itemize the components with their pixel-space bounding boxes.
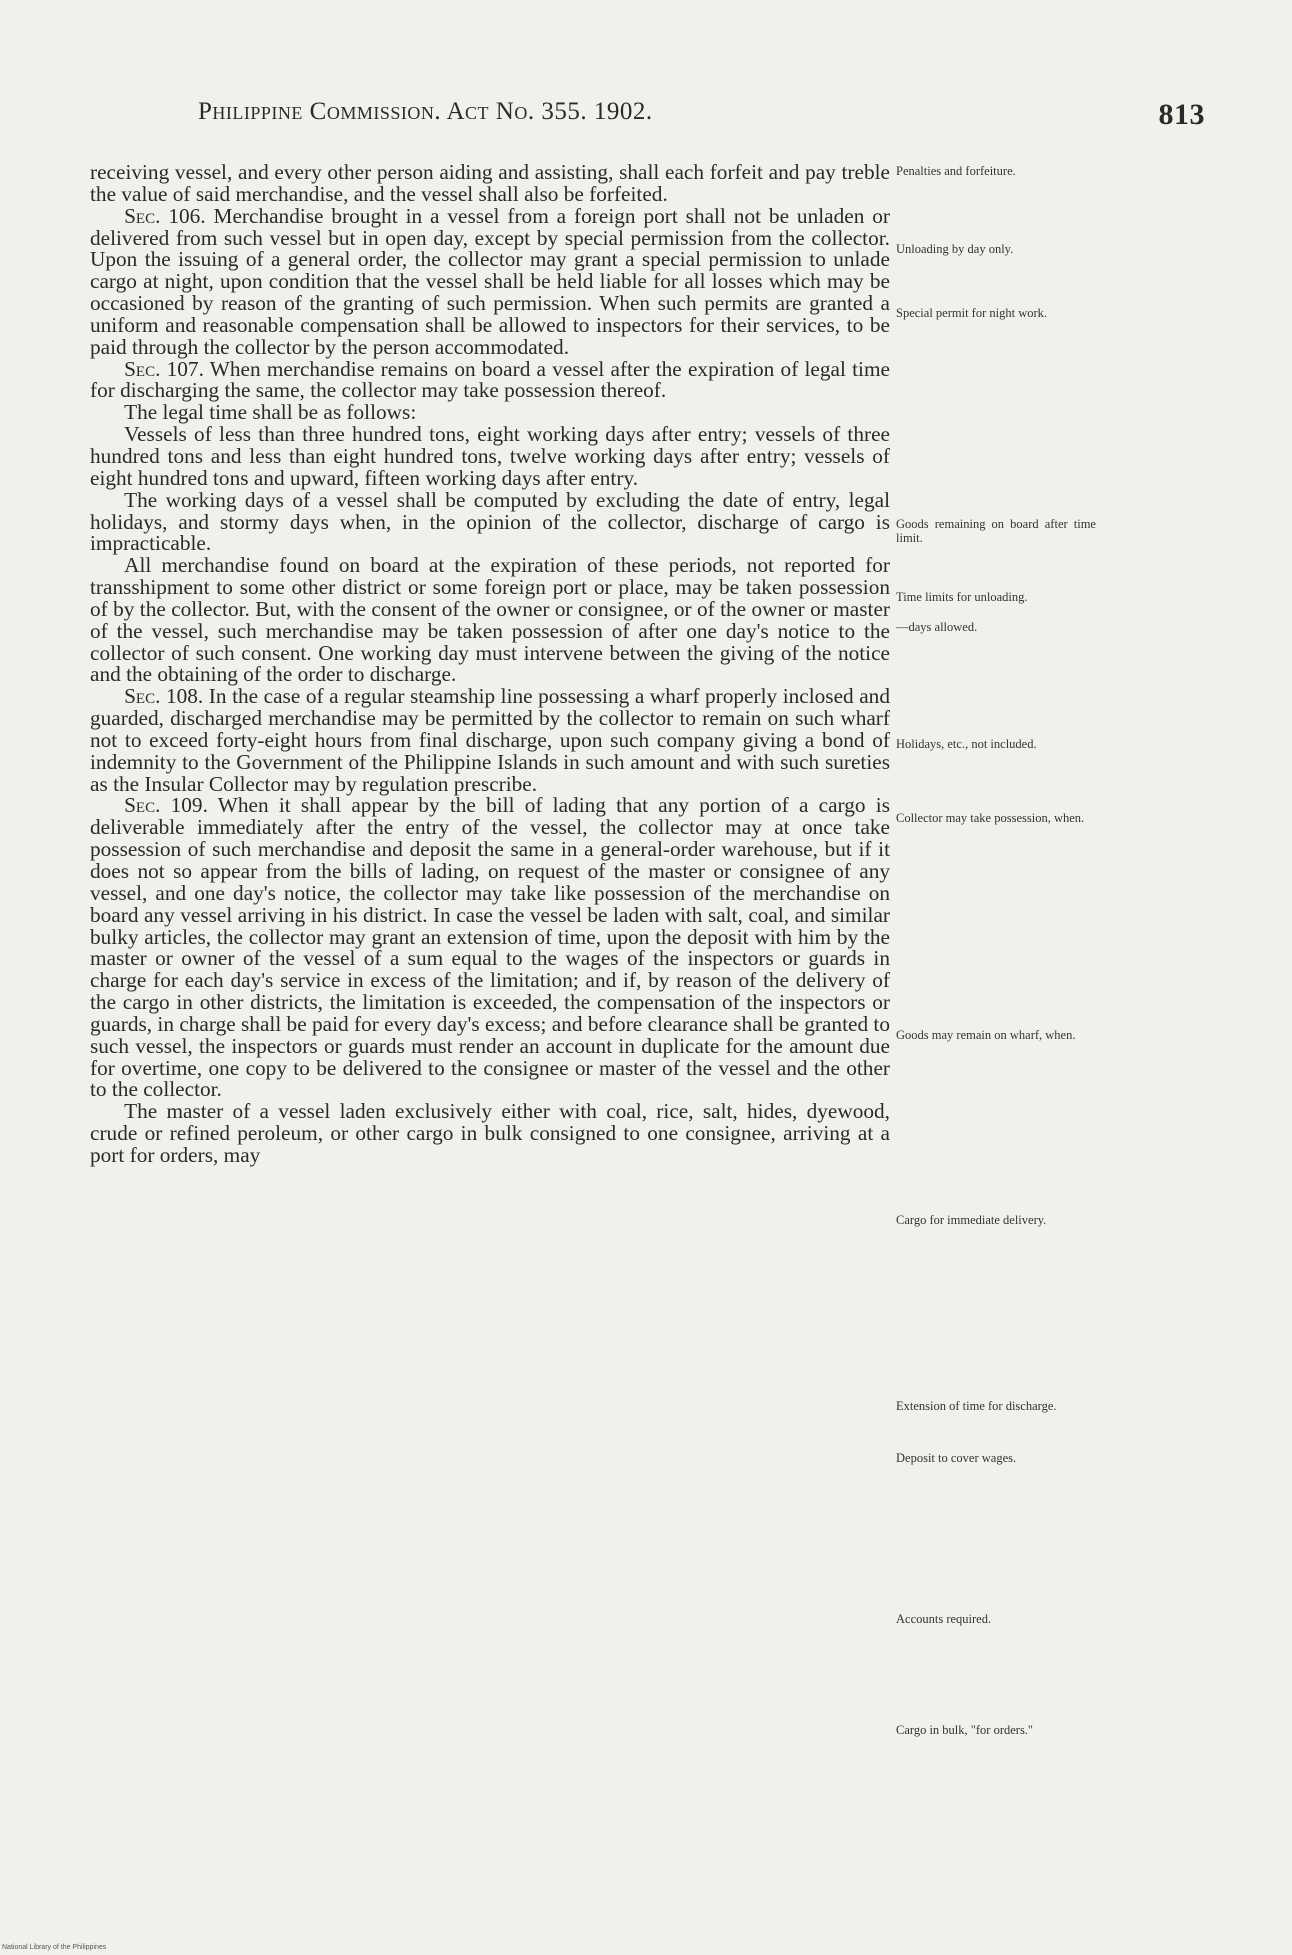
margin-note: Penalties and forfeiture.: [896, 164, 1016, 178]
margin-note: Collector may take possession, when.: [896, 811, 1085, 825]
margin-note: Time limits for unloading.: [896, 590, 1028, 604]
margin-note: Goods may remain on wharf, when.: [896, 1028, 1076, 1042]
margin-note: Cargo for immediate delivery.: [896, 1213, 1047, 1227]
margin-note: Cargo in bulk, "for orders.": [896, 1723, 1034, 1737]
paragraph: receiving vessel, and every other person aiding and assisting, shall each forfeit and pay treble the value of said merchandise, and the vessel shall also be forfeited.: [90, 160, 890, 206]
section-label: Sec. 107.: [124, 356, 204, 381]
margin-note: Accounts required.: [896, 1612, 992, 1626]
margin-note: —days allowed.: [896, 620, 978, 634]
paragraph: The legal time shall be as follows:: [124, 400, 417, 425]
section-label: Sec. 108.: [124, 684, 204, 709]
body-text: [90, 162, 890, 1167]
section-label: Sec. 106.: [124, 203, 206, 228]
margin-note: Special permit for night work.: [896, 306, 1048, 320]
paragraph: Vessels of less than three hundred tons, eight working days after entry; vessels of three hundred tons and less than eight hundred tons, twelve working days after entry; vessels of eight hundred tons and upward, fifteen working days after entry.: [90, 422, 890, 490]
section-108: Sec. 108. In the case of a regular steamship line possessing a wharf properly inclosed and guarded, discharged merchandise may be permitted by the collector to remain on such wharf not to exceed forty-eight hours from final discharge, upon such company giving a bond of indemnity to the Government of the Philippine Islands in such amount and with such sureties as the Insular Collector may by regulation prescribe.: [90, 684, 890, 796]
margin-note: Unloading by day only.: [896, 242, 1014, 256]
section-107: Sec. 107. When merchandise remains on board a vessel after the expiration of legal time for discharging the same, the collector may take possession thereof.: [90, 356, 890, 403]
archive-footer: National Library of the Philippines: [2, 1944, 107, 1951]
page-header: [90, 98, 1205, 138]
margin-note: Holidays, etc., not included.: [896, 737, 1037, 751]
margin-note: Deposit to cover wages.: [896, 1451, 1017, 1465]
section-106: Sec. 106. Merchandise brought in a vessel from a foreign port shall not be unladen or delivered from such vessel but in open day, except by special permission from the collector. Upon the issuing of a general order, the collector may grant a special permission to unlade cargo at night, upon condition that the vessel shall be held liable for all losses which may be occasioned by reason of the granting of such permission. When such permits are granted a uniform and reasonable compensation shall be allowed to inspectors for their services, to be paid through the collector by the person accommodated.: [90, 203, 890, 359]
paragraph: All merchandise found on board at the expiration of these periods, not reported for transshipment to some other district or some foreign port or place, may be taken possession of by the collector. But, with the consent of the owner or consignee, or of the owner or master of the vessel, such merchandise may be taken possession of after one day's notice to the collector of such consent. One working day must intervene between the giving of the notice and the obtaining of the order to discharge.: [90, 553, 890, 687]
section-label: Sec. 109.: [124, 793, 208, 818]
section-109: Sec. 109. When it shall appear by the bill of lading that any portion of a cargo is deliverable immediately after the entry of the vessel, the collector may at once take possession of such merchandise and deposit the same in a general-order warehouse, but if it does not so appear from the bills of lading, on request of the master or consignee of any vessel, and one day's notice, the collector may take like possession of the merchandise on board any vessel arriving in his district. In case the vessel be laden with salt, coal, and similar bulky articles, the collector may grant an extension of time, upon the deposit with him by the master or owner of the vessel of a sum equal to the wages of the inspectors or guards in charge for each day's service in excess of the limitation; and if, by reason of the delivery of the cargo in other districts, the limitation is exceeded, the compensation of the inspectors or guards, in charge shall be paid for every day's excess; and before clearance shall be granted to such vessel, the inspectors or guards must render an account in duplicate for the amount due for overtime, one copy to be delivered to the consignee or master of the vessel and the other to the collector.: [90, 793, 890, 1102]
running-title: Philippine Commission. Act No. 355. 1902.: [198, 98, 653, 125]
margin-note: Extension of time for discharge.: [896, 1399, 1057, 1413]
paragraph: The master of a vessel laden exclusively either with coal, rice, salt, hides, dyewood, crude or refined peroleum, or other cargo in bulk consigned to one consignee, arriving at a port for orders, may: [90, 1099, 890, 1167]
margin-note: Goods remaining on board after time limit.: [896, 517, 1096, 545]
page-number: 813: [1158, 98, 1205, 131]
paragraph: The working days of a vessel shall be computed by excluding the date of entry, legal holidays, and stormy days when, in the opinion of the collector, discharge of cargo is impracticable.: [90, 487, 890, 556]
